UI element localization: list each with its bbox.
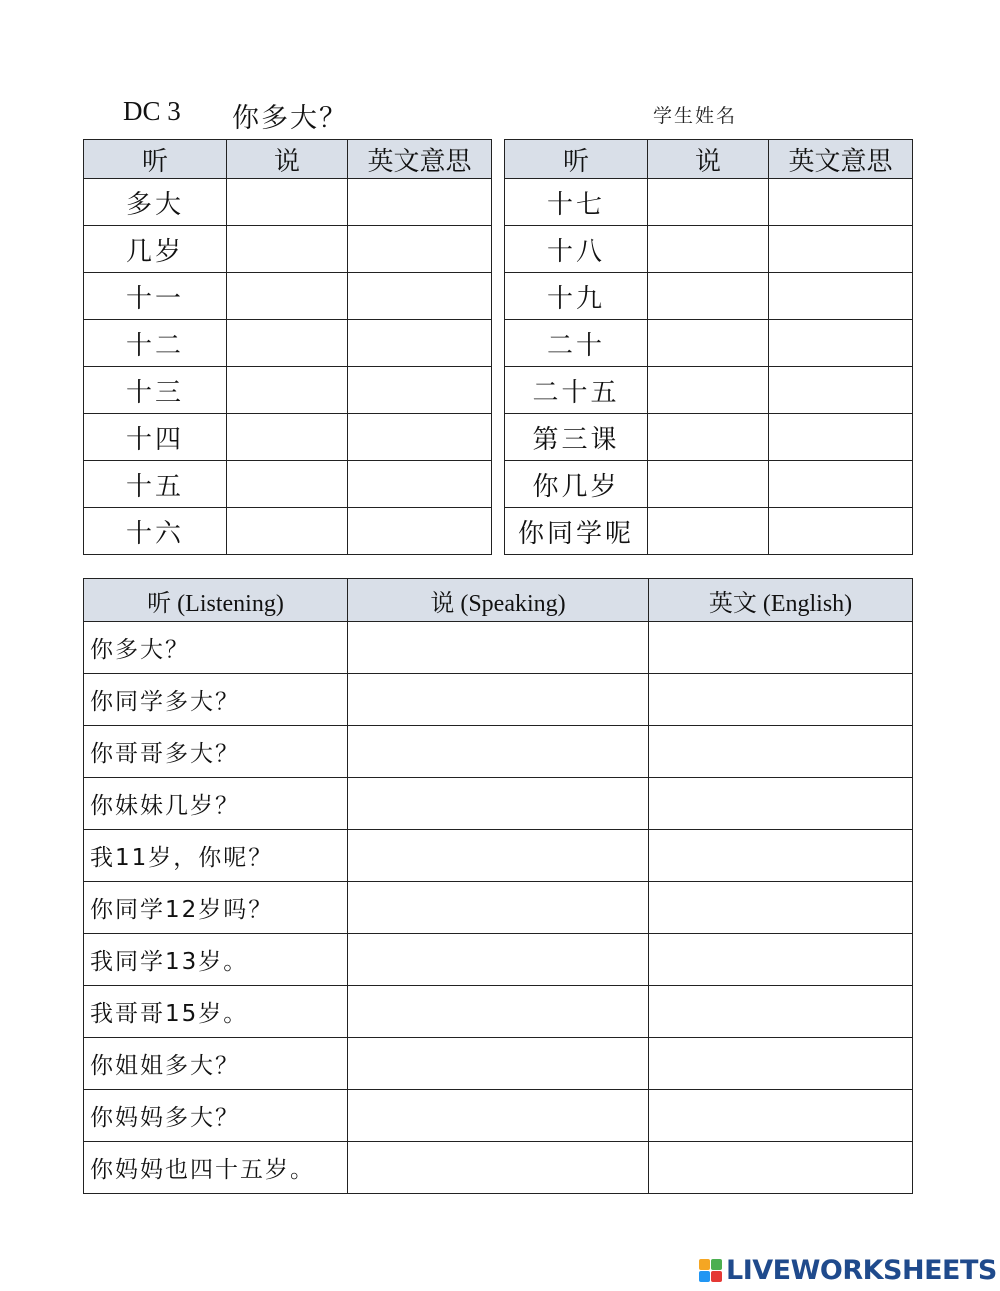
vocab-word: 多大 <box>84 179 227 226</box>
header-listen: 听 <box>84 140 227 179</box>
meaning-answer-cell[interactable] <box>769 273 913 320</box>
vocab-row <box>84 414 492 461</box>
worksheet-title: 你多大？ <box>232 103 348 134</box>
speaking-answer-cell[interactable] <box>348 1090 649 1142</box>
vocab-header-row <box>84 140 492 179</box>
meaning-answer-cell[interactable] <box>769 320 913 367</box>
speaking-answer-cell[interactable] <box>348 934 649 986</box>
speaking-answer-cell[interactable] <box>348 1038 649 1090</box>
sentence-text: 你同学12岁吗？ <box>84 882 348 934</box>
english-answer-cell[interactable] <box>649 622 913 674</box>
meaning-answer-cell[interactable] <box>769 179 913 226</box>
speak-answer-cell[interactable] <box>227 320 348 367</box>
logo-tile <box>711 1271 722 1282</box>
sentence-text: 你哥哥多大？ <box>84 726 348 778</box>
vocab-row <box>505 414 913 461</box>
header-listening: 听 (Listening) <box>84 579 348 622</box>
english-answer-cell[interactable] <box>649 726 913 778</box>
sentence-text: 我哥哥15岁。 <box>84 986 348 1038</box>
meaning-answer-cell[interactable] <box>348 414 492 461</box>
vocab-word: 你同学呢 <box>505 508 648 555</box>
meaning-answer-cell[interactable] <box>769 226 913 273</box>
speak-answer-cell[interactable] <box>648 508 769 555</box>
vocab-row <box>84 461 492 508</box>
vocab-table-left <box>83 139 492 555</box>
vocab-table-right <box>504 139 913 555</box>
header-speak: 说 <box>648 140 769 179</box>
meaning-answer-cell[interactable] <box>348 179 492 226</box>
vocab-row <box>505 320 913 367</box>
meaning-answer-cell[interactable] <box>769 367 913 414</box>
english-answer-cell[interactable] <box>649 778 913 830</box>
speak-answer-cell[interactable] <box>227 273 348 320</box>
header-speaking: 说 (Speaking) <box>348 579 649 622</box>
vocab-header-row <box>505 140 913 179</box>
speak-answer-cell[interactable] <box>227 508 348 555</box>
speak-answer-cell[interactable] <box>648 461 769 508</box>
speaking-answer-cell[interactable] <box>348 830 649 882</box>
speaking-answer-cell[interactable] <box>348 1142 649 1194</box>
meaning-answer-cell[interactable] <box>769 414 913 461</box>
vocab-row <box>84 508 492 555</box>
speaking-answer-cell[interactable] <box>348 726 649 778</box>
meaning-answer-cell[interactable] <box>348 320 492 367</box>
vocab-word: 十九 <box>505 273 648 320</box>
header-speak: 说 <box>227 140 348 179</box>
logo-text: LIVEWORKSHEETS <box>726 1254 997 1286</box>
speaking-answer-cell[interactable] <box>348 986 649 1038</box>
vocab-row <box>505 179 913 226</box>
vocab-word: 十三 <box>84 367 227 414</box>
speak-answer-cell[interactable] <box>227 226 348 273</box>
sentence-row <box>84 1142 913 1194</box>
vocab-word: 第三课 <box>505 414 648 461</box>
english-answer-cell[interactable] <box>649 882 913 934</box>
vocab-row <box>505 226 913 273</box>
speak-answer-cell[interactable] <box>648 320 769 367</box>
logo-tile <box>711 1259 722 1270</box>
meaning-answer-cell[interactable] <box>769 508 913 555</box>
vocab-row <box>505 508 913 555</box>
vocab-word: 十一 <box>84 273 227 320</box>
vocab-row <box>505 273 913 320</box>
sentence-text: 你姐姐多大？ <box>84 1038 348 1090</box>
vocab-row <box>84 367 492 414</box>
speaking-answer-cell[interactable] <box>348 622 649 674</box>
speak-answer-cell[interactable] <box>227 367 348 414</box>
sentence-row <box>84 986 913 1038</box>
vocab-word: 几岁 <box>84 226 227 273</box>
speaking-answer-cell[interactable] <box>348 778 649 830</box>
sentence-text: 我11岁，你呢？ <box>84 830 348 882</box>
sentence-table <box>83 578 913 1194</box>
vocab-row <box>84 273 492 320</box>
liveworksheets-logo[interactable] <box>699 1253 997 1287</box>
sentence-row <box>84 882 913 934</box>
vocab-row <box>84 179 492 226</box>
speak-answer-cell[interactable] <box>227 179 348 226</box>
vocab-row <box>505 461 913 508</box>
sentence-text: 我同学13岁。 <box>84 934 348 986</box>
student-name-label: 学生姓名 <box>653 105 738 127</box>
sentence-row <box>84 1090 913 1142</box>
speaking-answer-cell[interactable] <box>348 882 649 934</box>
header-meaning: 英文意思 <box>769 140 913 179</box>
sentence-row <box>84 622 913 674</box>
meaning-answer-cell[interactable] <box>348 508 492 555</box>
vocab-word: 十四 <box>84 414 227 461</box>
english-answer-cell[interactable] <box>649 986 913 1038</box>
logo-mark-icon <box>699 1259 722 1282</box>
vocab-word: 十六 <box>84 508 227 555</box>
speak-answer-cell[interactable] <box>648 179 769 226</box>
english-answer-cell[interactable] <box>649 1142 913 1194</box>
sentence-text: 你妈妈多大？ <box>84 1090 348 1142</box>
worksheet-code: DC 3 <box>123 96 181 126</box>
sentence-text: 你同学多大？ <box>84 674 348 726</box>
speak-answer-cell[interactable] <box>648 367 769 414</box>
sentence-text: 你多大？ <box>84 622 348 674</box>
english-answer-cell[interactable] <box>649 674 913 726</box>
header-english: 英文 (English) <box>649 579 913 622</box>
header-listen: 听 <box>505 140 648 179</box>
logo-tile <box>699 1271 710 1282</box>
meaning-answer-cell[interactable] <box>348 273 492 320</box>
english-answer-cell[interactable] <box>649 934 913 986</box>
sentence-row <box>84 934 913 986</box>
english-answer-cell[interactable] <box>649 1090 913 1142</box>
vocab-word: 十二 <box>84 320 227 367</box>
vocab-word: 二十 <box>505 320 648 367</box>
sentence-row <box>84 778 913 830</box>
english-answer-cell[interactable] <box>649 830 913 882</box>
vocab-row <box>84 320 492 367</box>
sentence-row <box>84 726 913 778</box>
meaning-answer-cell[interactable] <box>348 367 492 414</box>
logo-tile <box>699 1259 710 1270</box>
english-answer-cell[interactable] <box>649 1038 913 1090</box>
meaning-answer-cell[interactable] <box>348 461 492 508</box>
vocab-word: 十七 <box>505 179 648 226</box>
vocab-word: 十八 <box>505 226 648 273</box>
vocab-word: 二十五 <box>505 367 648 414</box>
sentence-text: 你妈妈也四十五岁。 <box>84 1142 348 1194</box>
speak-answer-cell[interactable] <box>648 226 769 273</box>
speak-answer-cell[interactable] <box>648 273 769 320</box>
sentence-row <box>84 674 913 726</box>
header-meaning: 英文意思 <box>348 140 492 179</box>
speaking-answer-cell[interactable] <box>348 674 649 726</box>
sentence-row <box>84 830 913 882</box>
sentence-row <box>84 1038 913 1090</box>
meaning-answer-cell[interactable] <box>769 461 913 508</box>
sentence-text: 你妹妹几岁？ <box>84 778 348 830</box>
sentence-header-row <box>84 579 913 622</box>
speak-answer-cell[interactable] <box>227 414 348 461</box>
vocab-word: 你几岁 <box>505 461 648 508</box>
vocab-row <box>505 367 913 414</box>
vocab-word: 十五 <box>84 461 227 508</box>
speak-answer-cell[interactable] <box>227 461 348 508</box>
meaning-answer-cell[interactable] <box>348 226 492 273</box>
vocab-row <box>84 226 492 273</box>
speak-answer-cell[interactable] <box>648 414 769 461</box>
